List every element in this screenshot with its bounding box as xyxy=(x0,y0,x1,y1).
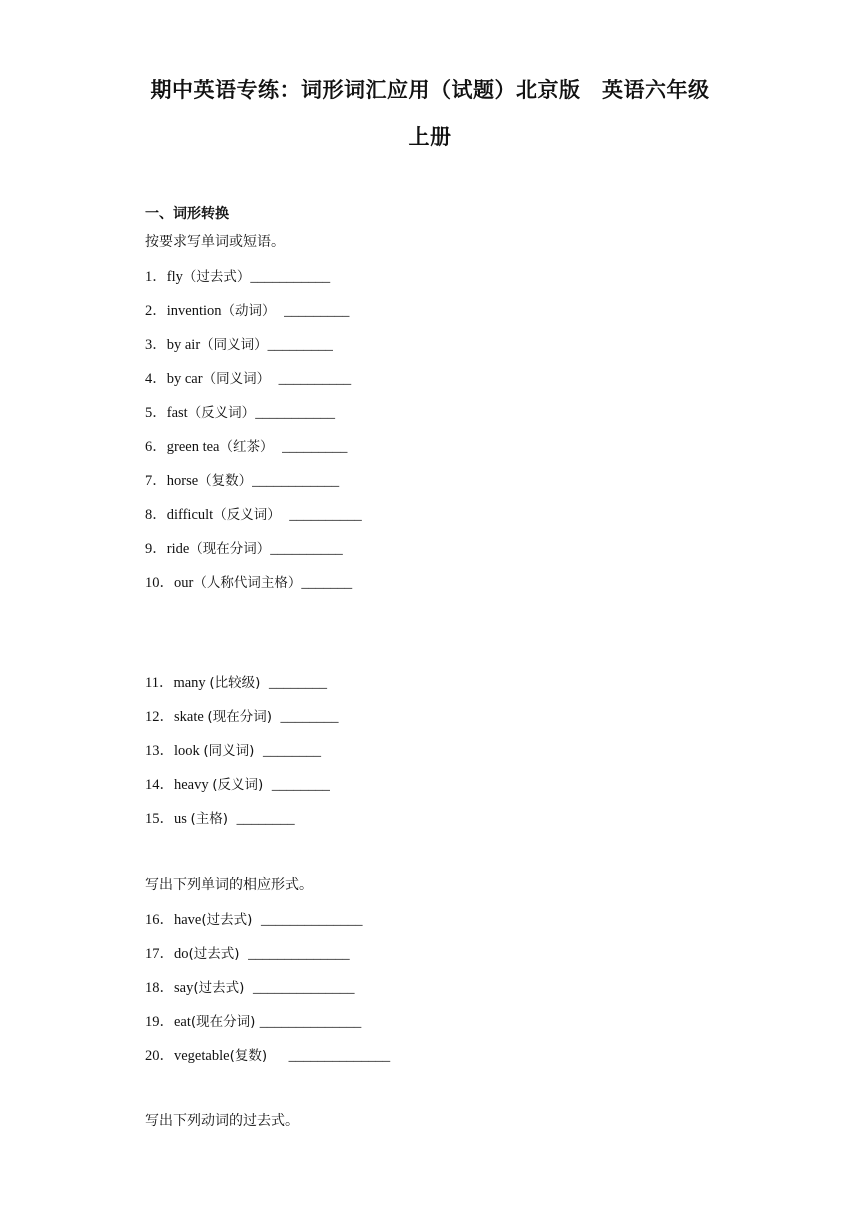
exercise-item xyxy=(145,942,350,963)
answer-blank[interactable]: _________ xyxy=(284,303,350,319)
answer-blank[interactable]: ___________ xyxy=(255,405,335,421)
item-number: 7． xyxy=(145,473,167,489)
item-number: 5． xyxy=(145,405,167,421)
answer-blank[interactable]: ______________ xyxy=(288,1048,391,1064)
instruction-text: 写出下列动词的过去式。 xyxy=(145,1113,299,1129)
exercise-item xyxy=(145,807,295,828)
exercise-item xyxy=(145,469,339,490)
item-number: 12． xyxy=(145,709,174,725)
exercise-item xyxy=(145,705,339,726)
item-number: 3． xyxy=(145,337,167,353)
item-word: do xyxy=(174,946,189,962)
item-number: 16． xyxy=(145,912,174,928)
answer-blank[interactable]: ________ xyxy=(236,811,295,827)
item-number: 17． xyxy=(145,946,174,962)
exercise-item xyxy=(145,333,333,354)
item-hint: （反义词） xyxy=(213,507,290,523)
exercise-item xyxy=(145,773,330,794)
answer-blank[interactable]: __________ xyxy=(278,371,352,387)
exercise-item xyxy=(145,1044,390,1065)
answer-blank[interactable]: ____________ xyxy=(252,473,340,489)
instruction-text: 写出下列单词的相应形式。 xyxy=(145,877,313,893)
item-number: 2． xyxy=(145,303,167,319)
exercise-item xyxy=(145,976,354,997)
item-hint: (复数) xyxy=(229,1048,289,1064)
item-hint: （同义词） xyxy=(202,371,279,387)
item-word: ride xyxy=(166,541,190,557)
exercise-item xyxy=(145,571,352,592)
item-hint: （红茶） xyxy=(219,439,283,455)
item-number: 1． xyxy=(145,269,167,285)
answer-blank[interactable]: _________ xyxy=(282,439,348,455)
item-word: fly xyxy=(166,269,183,285)
exercise-item xyxy=(145,299,349,320)
answer-blank[interactable]: ______________ xyxy=(248,946,350,962)
item-word: eat xyxy=(174,1014,191,1030)
item-word: vegetable xyxy=(174,1048,230,1064)
item-hint: （同义词） xyxy=(200,337,268,353)
item-word: invention xyxy=(166,303,222,319)
item-number: 9． xyxy=(145,541,167,557)
item-hint: (同义词) xyxy=(203,743,264,759)
item-word: skate xyxy=(174,709,208,725)
item-word: heavy xyxy=(174,777,213,793)
item-word: say xyxy=(174,980,194,996)
instruction-text: 按要求写单词或短语。 xyxy=(145,234,285,250)
item-number: 20． xyxy=(145,1048,174,1064)
item-hint: （复数） xyxy=(198,473,253,489)
item-number: 19． xyxy=(145,1014,174,1030)
exercise-item xyxy=(145,908,363,929)
item-hint: (过去式) xyxy=(201,912,261,928)
exercise-item xyxy=(145,739,321,760)
item-number: 18． xyxy=(145,980,174,996)
exercise-item xyxy=(145,671,327,692)
item-number: 15． xyxy=(145,811,174,827)
item-word: fast xyxy=(166,405,188,421)
item-hint: (现在分词) xyxy=(207,709,281,725)
exercise-item xyxy=(145,435,347,456)
item-number: 13． xyxy=(145,743,174,759)
item-word: have xyxy=(174,912,202,928)
answer-blank[interactable]: ______________ xyxy=(259,1014,362,1030)
answer-blank[interactable]: ________ xyxy=(280,709,339,725)
item-hint: （人称代词主格） xyxy=(193,575,302,591)
answer-blank[interactable]: _________ xyxy=(267,337,333,353)
item-word: our xyxy=(174,575,194,591)
item-word: difficult xyxy=(166,507,214,523)
section-heading: 一、词形转换 xyxy=(145,206,229,222)
item-number: 6． xyxy=(145,439,167,455)
item-hint: (过去式) xyxy=(188,946,249,962)
item-hint: (比较级) xyxy=(209,675,269,691)
item-word: horse xyxy=(166,473,199,489)
answer-blank[interactable]: ________ xyxy=(271,777,330,793)
item-word: by air xyxy=(166,337,201,353)
item-word: us xyxy=(174,811,191,827)
item-word: green tea xyxy=(166,439,220,455)
item-number: 14． xyxy=(145,777,174,793)
item-hint: (过去式) xyxy=(193,980,253,996)
item-word: many xyxy=(173,675,210,691)
item-hint: (现在分词) xyxy=(190,1014,260,1030)
item-number: 10． xyxy=(145,575,174,591)
item-hint: （反义词） xyxy=(187,405,256,421)
item-number: 8． xyxy=(145,507,167,523)
exercise-item xyxy=(145,401,335,422)
answer-blank[interactable]: ________ xyxy=(268,675,327,691)
item-word: by car xyxy=(166,371,203,387)
answer-blank[interactable]: ________ xyxy=(263,743,322,759)
answer-blank[interactable]: __________ xyxy=(289,507,362,523)
answer-blank[interactable]: ___________ xyxy=(250,269,331,285)
item-number: 11． xyxy=(145,675,174,691)
item-hint: (反义词) xyxy=(212,777,272,793)
exercise-item xyxy=(145,503,362,524)
item-number: 4． xyxy=(145,371,167,387)
exercise-item xyxy=(145,265,330,286)
answer-blank[interactable]: _______ xyxy=(301,575,353,591)
answer-blank[interactable]: ______________ xyxy=(261,912,363,928)
item-hint: （动词） xyxy=(221,303,285,319)
exercise-item xyxy=(145,367,351,388)
item-hint: （过去式） xyxy=(182,269,251,285)
item-word: look xyxy=(174,743,204,759)
item-hint: (主格) xyxy=(190,811,237,827)
item-hint: （现在分词） xyxy=(189,541,271,557)
answer-blank[interactable]: __________ xyxy=(270,541,343,557)
page-title: 期中英语专练：词形词汇应用（试题）北京版 英语六年级 xyxy=(150,78,710,102)
page-title-continued: 上册 xyxy=(408,125,452,149)
exercise-item xyxy=(145,1010,361,1031)
answer-blank[interactable]: ______________ xyxy=(252,980,355,996)
exercise-item xyxy=(145,537,343,558)
